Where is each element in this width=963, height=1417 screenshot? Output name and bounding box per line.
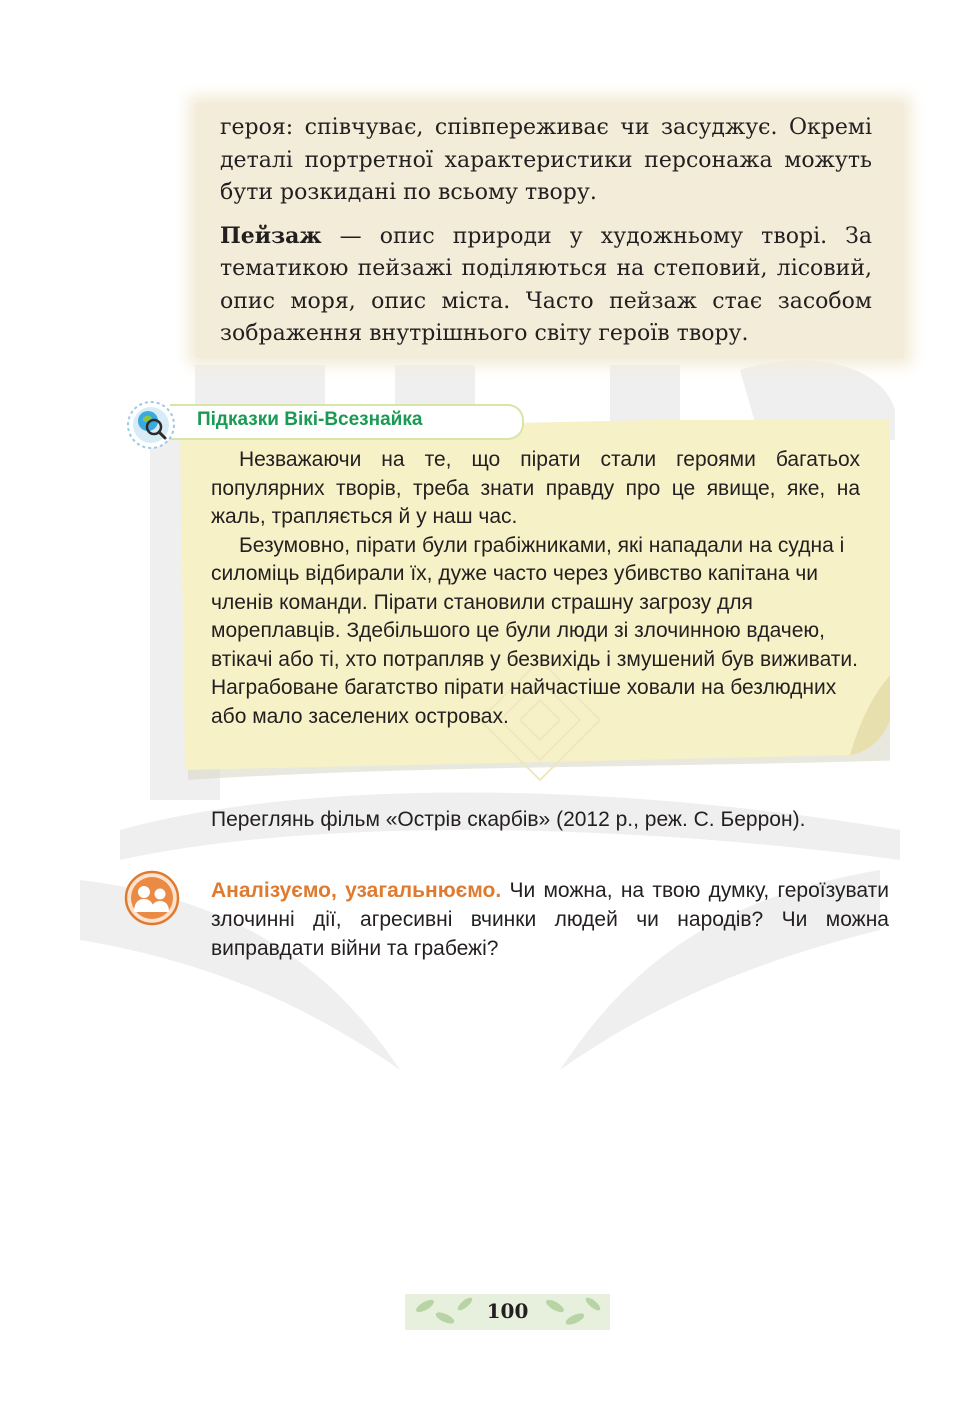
page-number-plate bbox=[405, 1292, 610, 1332]
tips-paragraph: Безумовно, пірати були грабіжниками, які нападали на судна і силоміць відбирали їх, дуже часто через убивство капітана чи членів команди. Пірати становили страшну загрозу для мореплавців. Здебільшого це були люди зі злочинною вдачею, втікачі або ті, хто потрапляв у безвихідь і змушений був виживати. Награбоване багатство пірати найчастіше ховали на безлюдних або мало заселених островах. bbox=[211, 533, 858, 728]
definition-text: — опис природи у художньому творі. За тематикою пейзажі поділяються на степовий, лісовий, опис моря, опис міста. Часто пейзаж стає засобом зображення внутрішнього світу героїв твору. bbox=[220, 223, 872, 346]
page-number: 100 bbox=[486, 1299, 529, 1323]
tips-title: Підказки Вікі-Всезнайка bbox=[197, 409, 423, 430]
analyze-task bbox=[211, 876, 889, 963]
analyze-question: Чи можна, на твою думку, героїзувати злочинні дії, агресивні вчинки людей чи народів? Чи можна виправдати війни та грабежі? bbox=[211, 879, 889, 960]
analyze-heading: Аналізуємо, узагальнюємо. bbox=[211, 879, 502, 902]
tips-paragraph: Незважаючи на те, що пірати стали героями багатьох популярних творів, треба знати правду про це явище, яке, на жаль, трапляється й у наш час. bbox=[211, 448, 860, 528]
parchment-paragraph: героя: співчуває, співпереживає чи засуджує. Окремі деталі портретної характеристики персонажа можуть бути розкидані по всьому твору. bbox=[220, 115, 872, 205]
film-recommendation: Переглянь фільм «Острів скарбів» (2012 р., реж. С. Беррон). bbox=[211, 808, 806, 831]
parchment-text bbox=[220, 112, 872, 351]
two-people-icon bbox=[124, 870, 180, 926]
globe-magnifier-icon bbox=[126, 400, 176, 450]
term-landscape: Пейзаж bbox=[220, 222, 322, 249]
landscape-definition bbox=[220, 220, 872, 351]
tips-text bbox=[211, 446, 860, 731]
